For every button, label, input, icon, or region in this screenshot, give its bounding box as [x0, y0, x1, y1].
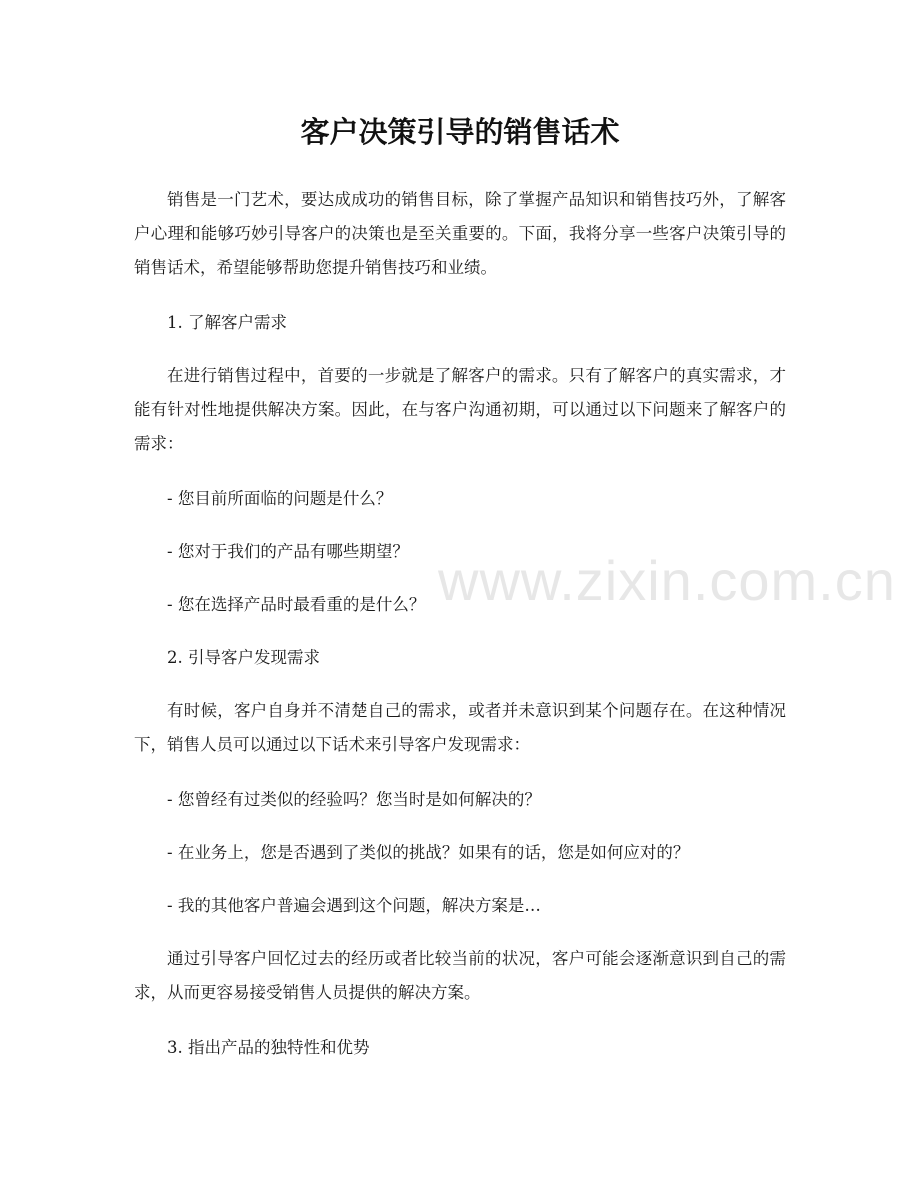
watermark-text: www.zixin.com.cn — [438, 549, 896, 612]
bullet-item: - 您对于我们的产品有哪些期望？ — [167, 542, 409, 561]
section-heading-3: 3. 指出产品的独特性和优势 — [167, 1038, 370, 1057]
bullet-item: - 您曾经有过类似的经验吗？您当时是如何解决的？ — [167, 790, 541, 809]
bullet-item: - 在业务上，您是否遇到了类似的挑战？如果有的话，您是如何应对的？ — [167, 843, 690, 862]
section-2-paragraph: 有时候，客户自身并不清楚自己的需求，或者并未意识到某个问题存在。在这种情况下，销售人员可以通过以下话术来引导客户发现需求： — [134, 701, 786, 754]
document-body — [134, 183, 786, 1084]
bullet-item: - 您目前所面临的问题是什么？ — [167, 489, 393, 508]
section-1-paragraph: 在进行销售过程中，首要的一步就是了解客户的需求。只有了解客户的真实需求，才能有针对性地提供解决方案。因此，在与客户沟通初期，可以通过以下问题来了解客户的需求： — [134, 366, 786, 453]
bullet-item: - 我的其他客户普遍会遇到这个问题，解决方案是… — [167, 896, 541, 915]
bullet-item: - 您在选择产品时最看重的是什么？ — [167, 595, 426, 614]
section-heading-2: 2. 引导客户发现需求 — [167, 648, 320, 667]
section-heading-1: 1. 了解客户需求 — [167, 313, 287, 332]
document-title: 客户决策引导的销售话术 — [300, 115, 620, 149]
section-2-summary-paragraph: 通过引导客户回忆过去的经历或者比较当前的状况，客户可能会逐渐意识到自己的需求，从而更容易接受销售人员提供的解决方案。 — [134, 949, 786, 1002]
intro-paragraph: 销售是一门艺术，要达成成功的销售目标，除了掌握产品知识和销售技巧外，了解客户心理和能够巧妙引导客户的决策也是至关重要的。下面，我将分享一些客户决策引导的销售话术，希望能够帮助您提升销售技巧和业绩。 — [134, 190, 786, 277]
